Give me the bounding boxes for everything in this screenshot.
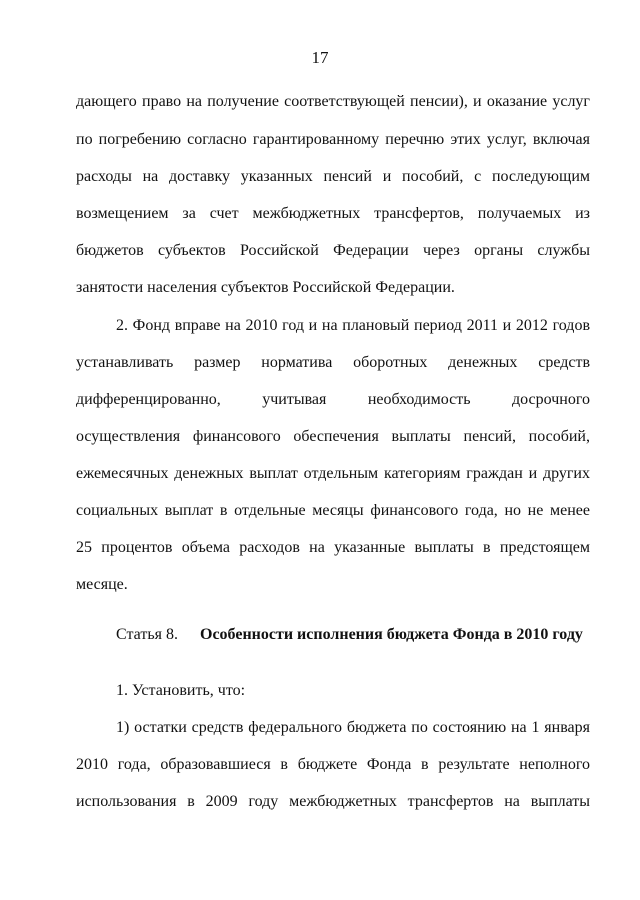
- paragraph2-line-3: дифференцированно, учитывая необходимость досрочного: [76, 391, 590, 408]
- page-number: 17: [311, 48, 329, 67]
- article-title: Особенности исполнения бюджета Фонда в 2010 году: [200, 626, 583, 643]
- paragraph3-line-1: 1. Установить, что:: [116, 682, 246, 699]
- article-label: Статья 8.: [116, 626, 178, 643]
- paragraph4-line-1: 1) остатки средств федерального бюджета по состоянию на 1 января: [116, 719, 590, 736]
- paragraph1-line-6: занятости населения субъектов Российской Федерации.: [76, 279, 455, 296]
- paragraph2-line-2: устанавливать размер норматива оборотных денежных средств: [76, 354, 590, 371]
- article-heading: [116, 625, 590, 645]
- paragraph1-line-4: возмещением за счет межбюджетных трансфертов, получаемых из: [76, 205, 590, 222]
- paragraph1-line-5: бюджетов субъектов Российской Федерации через органы службы: [76, 242, 590, 259]
- paragraph2-line-4: осуществления финансового обеспечения выплаты пенсий, пособий,: [76, 428, 590, 445]
- paragraph2-line-6: социальных выплат в отдельные месяцы финансового года, но не менее: [76, 502, 590, 519]
- paragraph1-line-3: расходы на доставку указанных пенсий и пособий, с последующим: [76, 168, 590, 185]
- paragraph2-line-1: 2. Фонд вправе на 2010 год и на плановый период 2011 и 2012 годов: [116, 317, 590, 334]
- paragraph2-line-7: 25 процентов объема расходов на указанные выплаты в предстоящем: [76, 539, 590, 556]
- paragraph4-line-2: 2010 года, образовавшиеся в бюджете Фонда в результате неполного: [76, 756, 590, 773]
- paragraph4-line-3: использования в 2009 году межбюджетных трансфертов на выплаты: [76, 793, 590, 810]
- paragraph2-line-5: ежемесячных денежных выплат отдельным категориям граждан и других: [76, 465, 590, 482]
- paragraph1-line-1: дающего право на получение соответствующей пенсии), и оказание услуг: [76, 93, 590, 110]
- paragraph1-line-2: по погребению согласно гарантированному перечню этих услуг, включая: [76, 131, 590, 148]
- paragraph2-line-8: месяце.: [76, 576, 128, 593]
